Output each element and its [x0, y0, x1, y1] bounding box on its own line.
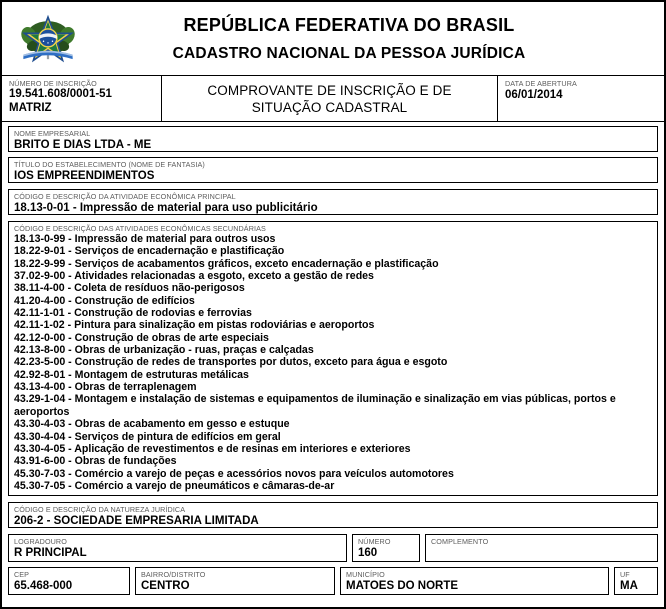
logradouro-value: R PRINCIPAL — [14, 547, 87, 560]
atividade-principal-value: 18.13-0-01 - Impressão de material para uso publicitário — [14, 202, 318, 214]
atividade-secundaria-item: 42.23-5-00 - Construção de redes de transportes por dutos, exceto para água e esgoto — [14, 356, 448, 369]
atividade-secundaria-item: 43.30-4-03 - Obras de acabamento em gesso e estuque — [14, 418, 290, 431]
natureza-juridica-label: CÓDIGO E DESCRIÇÃO DA NATUREZA JURÍDICA — [14, 505, 186, 515]
data-abertura-label: DATA DE ABERTURA — [505, 79, 577, 88]
municipio-value: MATOES DO NORTE — [346, 580, 459, 593]
atividades-secundarias-label: CÓDIGO E DESCRIÇÃO DAS ATIVIDADES ECONÔMICAS SECUNDÁRIAS — [14, 224, 266, 233]
nome-empresarial-label: NOME EMPRESARIAL — [14, 129, 91, 138]
atividade-secundaria-item: 18.13-0-99 - Impressão de material para outros usos — [14, 233, 276, 245]
document-body — [2, 122, 664, 528]
address-row-street — [2, 534, 664, 562]
logradouro-label: LOGRADOURO — [14, 537, 67, 547]
atividade-secundaria-item: 42.92-8-01 - Montagem de estruturas metálicas — [14, 368, 249, 381]
field-numero — [352, 534, 420, 562]
header-titles — [94, 15, 664, 63]
numero-inscricao-label: NÚMERO DE INSCRIÇÃO — [9, 79, 97, 88]
atividade-secundaria-item: 43.29-1-04 - Montagem e instalação de sistemas e equipamentos de iluminação e sinalização em vias públicas, portos e aeroportos — [14, 393, 616, 418]
field-natureza-juridica — [8, 502, 658, 528]
field-complemento — [425, 534, 658, 562]
atividades-secundarias-list — [14, 233, 653, 492]
field-nome-empresarial — [8, 126, 658, 152]
municipio-label: MUNICÍPIO — [346, 570, 385, 580]
field-atividades-secundarias — [8, 221, 658, 496]
address-row-locality — [2, 567, 664, 595]
atividade-secundaria-item: 42.12-0-00 - Construção de obras de arte especiais — [14, 331, 269, 344]
atividade-secundaria-item: 43.91-6-00 - Obras de fundações — [14, 455, 177, 468]
bairro-distrito-label: BAIRRO/DISTRITO — [141, 570, 206, 580]
atividade-secundaria-item: 38.11-4-00 - Coleta de resíduos não-perigosos — [14, 282, 245, 295]
document-header — [2, 2, 664, 76]
atividade-secundaria-item: 43.13-4-00 - Obras de terraplenagem — [14, 381, 197, 394]
field-logradouro — [8, 534, 347, 562]
uf-label: UF — [620, 570, 630, 580]
field-numero-inscricao — [2, 76, 162, 121]
data-abertura-value: 06/01/2014 — [505, 89, 563, 101]
emblem-cell — [2, 11, 94, 67]
uf-value: MA — [620, 580, 638, 593]
title-cadastro: CADASTRO NACIONAL DA PESSOA JURÍDICA — [172, 44, 526, 62]
atividade-secundaria-item: 43.30-4-05 - Aplicação de revestimentos e de resinas em interiores e exteriores — [14, 442, 411, 455]
field-atividade-principal — [8, 189, 658, 215]
comprovante-line-2: SITUAÇÃO CADASTRAL — [251, 99, 408, 115]
atividade-secundaria-item: 18.22-9-99 - Serviços de acabamentos gráficos, exceto encadernação e plastificação — [14, 257, 439, 270]
comprovante-line-1: COMPROVANTE DE INSCRIÇÃO E DE — [207, 82, 452, 98]
atividade-secundaria-item: 37.02-9-00 - Atividades relacionadas a esgoto, exceto a gestão de redes — [14, 270, 374, 283]
atividade-secundaria-item: 41.20-4-00 - Construção de edifícios — [14, 294, 195, 307]
atividade-principal-label: CÓDIGO E DESCRIÇÃO DA ATIVIDADE ECONÔMICA PRINCIPAL — [14, 192, 236, 201]
titulo-estabelecimento-value: IOS EMPREENDIMENTOS — [14, 170, 155, 182]
field-municipio — [340, 567, 609, 595]
title-republica: REPÚBLICA FEDERATIVA DO BRASIL — [183, 14, 515, 35]
numero-value: 160 — [358, 547, 378, 560]
atividade-secundaria-item: 42.11-1-01 - Construção de rodovias e ferrovias — [14, 307, 252, 320]
field-bairro-distrito — [135, 567, 335, 595]
cep-value: 65.468-000 — [14, 580, 73, 593]
nome-empresarial-value: BRITO E DIAS LTDA - ME — [14, 139, 152, 151]
inscricao-type-value: MATRIZ — [9, 101, 52, 114]
atividade-secundaria-item: 42.13-8-00 - Obras de urbanização - ruas, praças e calçadas — [14, 344, 314, 357]
bairro-distrito-value: CENTRO — [141, 580, 190, 593]
numero-label: NÚMERO — [358, 537, 391, 547]
complemento-label: COMPLEMENTO — [431, 537, 489, 547]
atividade-secundaria-item: 42.11-1-02 - Pintura para sinalização em pistas rodoviárias e aeroportos — [14, 319, 375, 332]
top-info-row — [2, 76, 664, 122]
field-cep — [8, 567, 130, 595]
cep-label: CEP — [14, 570, 30, 580]
field-uf — [614, 567, 658, 595]
titulo-estabelecimento-label: TÍTULO DO ESTABELECIMENTO (NOME DE FANTASIA) — [14, 160, 205, 169]
atividade-secundaria-item: 45.30-7-03 - Comércio a varejo de peças e acessórios novos para veículos automotores — [14, 467, 454, 480]
natureza-juridica-value: 206-2 - SOCIEDADE EMPRESARIA LIMITADA — [14, 515, 259, 528]
document-type-title — [162, 76, 498, 121]
field-titulo-estabelecimento — [8, 157, 658, 183]
atividade-secundaria-item: 45.30-7-05 - Comércio a varejo de pneumáticos e câmaras-de-ar — [14, 479, 335, 492]
field-data-abertura — [498, 76, 664, 121]
brazil-coat-of-arms-icon — [20, 11, 76, 67]
numero-inscricao-value: 19.541.608/0001-51 — [9, 88, 112, 100]
atividade-secundaria-item: 43.30-4-04 - Serviços de pintura de edifícios em geral — [14, 430, 281, 443]
atividade-secundaria-item: 18.22-9-01 - Serviços de encadernação e plastificação — [14, 245, 285, 258]
